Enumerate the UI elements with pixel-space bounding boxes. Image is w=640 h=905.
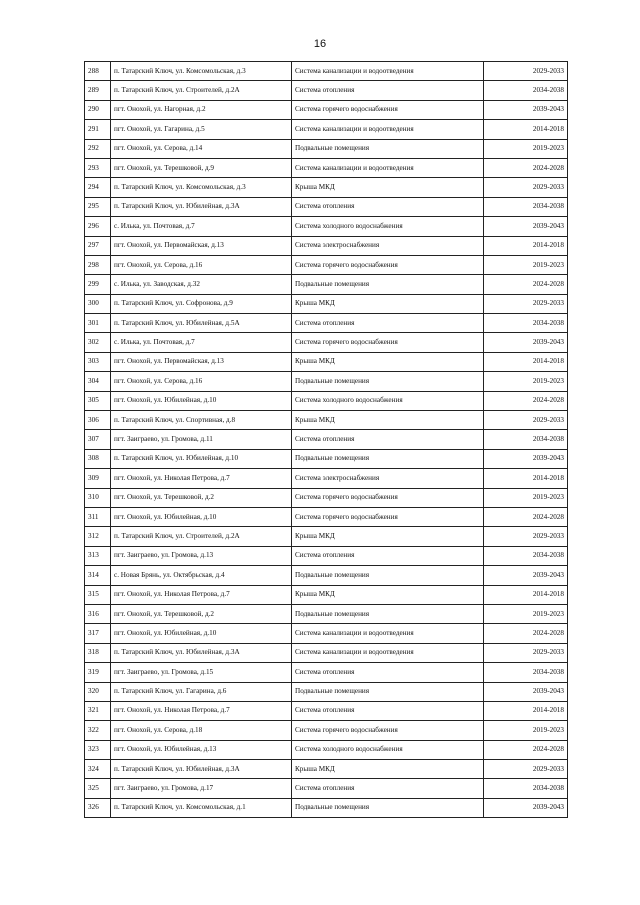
row-number: 297 <box>85 236 111 255</box>
system-cell: Система канализации и водоотведения <box>292 62 484 81</box>
address-cell: п. Татарский Ключ, ул. Комсомольская, д.1 <box>111 798 292 817</box>
row-number: 294 <box>85 178 111 197</box>
system-cell: Система холодного водоснабжения <box>292 217 484 236</box>
address-cell: пгт. Онохой, ул. Терешковой, д.2 <box>111 488 292 507</box>
table-row <box>85 294 568 313</box>
table-row <box>85 546 568 565</box>
period-cell: 2039-2043 <box>484 682 568 701</box>
address-cell: пгт. Заиграево, ул. Громова, д.17 <box>111 779 292 798</box>
table-row <box>85 314 568 333</box>
period-cell: 2034-2038 <box>484 430 568 449</box>
address-cell: с. Илька, ул. Заводская, д.32 <box>111 275 292 294</box>
period-cell: 2019-2023 <box>484 604 568 623</box>
period-cell: 2019-2023 <box>484 139 568 158</box>
address-cell: пгт. Онохой, ул. Серова, д.18 <box>111 721 292 740</box>
address-cell: пгт. Онохой, ул. Николая Петрова, д.7 <box>111 701 292 720</box>
system-cell: Система горячего водоснабжения <box>292 255 484 274</box>
table-row <box>85 352 568 371</box>
row-number: 314 <box>85 566 111 585</box>
system-cell: Система отопления <box>292 546 484 565</box>
address-cell: пгт. Заиграево, ул. Громова, д.13 <box>111 546 292 565</box>
row-number: 311 <box>85 507 111 526</box>
period-cell: 2014-2018 <box>484 352 568 371</box>
system-cell: Система горячего водоснабжения <box>292 721 484 740</box>
row-number: 289 <box>85 81 111 100</box>
address-cell: пгт. Онохой, ул. Гагарина, д.5 <box>111 120 292 139</box>
period-cell: 2024-2028 <box>484 158 568 177</box>
address-cell: пгт. Онохой, ул. Терешковой, д.9 <box>111 158 292 177</box>
table-row <box>85 624 568 643</box>
row-number: 293 <box>85 158 111 177</box>
system-cell: Подвальные помещения <box>292 798 484 817</box>
row-number: 326 <box>85 798 111 817</box>
row-number: 323 <box>85 740 111 759</box>
table-row <box>85 604 568 623</box>
system-cell: Крыша МКД <box>292 352 484 371</box>
system-cell: Система электроснабжения <box>292 469 484 488</box>
system-cell: Крыша МКД <box>292 294 484 313</box>
table-row <box>85 507 568 526</box>
period-cell: 2019-2023 <box>484 721 568 740</box>
row-number: 321 <box>85 701 111 720</box>
table-row <box>85 178 568 197</box>
period-cell: 2014-2018 <box>484 236 568 255</box>
table-row <box>85 411 568 430</box>
address-cell: пгт. Заиграево, ул. Громова, д.11 <box>111 430 292 449</box>
table-row <box>85 469 568 488</box>
system-cell: Система отопления <box>292 701 484 720</box>
period-cell: 2014-2018 <box>484 585 568 604</box>
system-cell: Система отопления <box>292 430 484 449</box>
row-number: 299 <box>85 275 111 294</box>
period-cell: 2039-2043 <box>484 449 568 468</box>
repair-schedule-table <box>84 61 568 818</box>
period-cell: 2014-2018 <box>484 469 568 488</box>
address-cell: пгт. Онохой, ул. Серова, д.14 <box>111 139 292 158</box>
address-cell: пгт. Онохой, ул. Серова, д.16 <box>111 372 292 391</box>
table-row <box>85 663 568 682</box>
period-cell: 2039-2043 <box>484 798 568 817</box>
system-cell: Система холодного водоснабжения <box>292 391 484 410</box>
system-cell: Система электроснабжения <box>292 236 484 255</box>
system-cell: Подвальные помещения <box>292 372 484 391</box>
period-cell: 2014-2018 <box>484 701 568 720</box>
system-cell: Система отопления <box>292 663 484 682</box>
row-number: 308 <box>85 449 111 468</box>
address-cell: с. Илька, ул. Почтовая, д.7 <box>111 333 292 352</box>
address-cell: п. Татарский Ключ, ул. Строителей, д.2А <box>111 81 292 100</box>
system-cell: Система горячего водоснабжения <box>292 507 484 526</box>
system-cell: Крыша МКД <box>292 527 484 546</box>
period-cell: 2034-2038 <box>484 546 568 565</box>
table-row <box>85 566 568 585</box>
address-cell: п. Татарский Ключ, ул. Софронова, д.9 <box>111 294 292 313</box>
period-cell: 2029-2033 <box>484 62 568 81</box>
row-number: 305 <box>85 391 111 410</box>
address-cell: пгт. Онохой, ул. Николая Петрова, д.7 <box>111 469 292 488</box>
row-number: 300 <box>85 294 111 313</box>
system-cell: Подвальные помещения <box>292 275 484 294</box>
system-cell: Подвальные помещения <box>292 566 484 585</box>
system-cell: Система горячего водоснабжения <box>292 100 484 119</box>
system-cell: Система отопления <box>292 779 484 798</box>
period-cell: 2039-2043 <box>484 100 568 119</box>
address-cell: п. Татарский Ключ, ул. Юбилейная, д.3А <box>111 643 292 662</box>
table-row <box>85 391 568 410</box>
address-cell: п. Татарский Ключ, ул. Гагарина, д.6 <box>111 682 292 701</box>
table-row <box>85 527 568 546</box>
period-cell: 2034-2038 <box>484 314 568 333</box>
period-cell: 2039-2043 <box>484 333 568 352</box>
address-cell: п. Татарский Ключ, ул. Юбилейная, д.3А <box>111 197 292 216</box>
system-cell: Крыша МКД <box>292 178 484 197</box>
row-number: 310 <box>85 488 111 507</box>
period-cell: 2034-2038 <box>484 663 568 682</box>
address-cell: пгт. Онохой, ул. Юбилейная, д.10 <box>111 624 292 643</box>
table-row <box>85 372 568 391</box>
address-cell: п. Татарский Ключ, ул. Комсомольская, д.3 <box>111 62 292 81</box>
table-row <box>85 701 568 720</box>
row-number: 324 <box>85 760 111 779</box>
row-number: 295 <box>85 197 111 216</box>
table-row <box>85 120 568 139</box>
table-row <box>85 333 568 352</box>
row-number: 315 <box>85 585 111 604</box>
system-cell: Система канализации и водоотведения <box>292 624 484 643</box>
system-cell: Система отопления <box>292 314 484 333</box>
table-row <box>85 158 568 177</box>
row-number: 290 <box>85 100 111 119</box>
table-body <box>85 62 568 818</box>
table-row <box>85 275 568 294</box>
period-cell: 2019-2023 <box>484 255 568 274</box>
table-row <box>85 217 568 236</box>
system-cell: Подвальные помещения <box>292 449 484 468</box>
address-cell: пгт. Онохой, ул. Первомайская, д.13 <box>111 352 292 371</box>
row-number: 318 <box>85 643 111 662</box>
row-number: 292 <box>85 139 111 158</box>
period-cell: 2024-2028 <box>484 275 568 294</box>
row-number: 296 <box>85 217 111 236</box>
system-cell: Крыша МКД <box>292 760 484 779</box>
table-row <box>85 779 568 798</box>
system-cell: Система канализации и водоотведения <box>292 158 484 177</box>
table-row <box>85 740 568 759</box>
period-cell: 2034-2038 <box>484 81 568 100</box>
system-cell: Подвальные помещения <box>292 604 484 623</box>
row-number: 317 <box>85 624 111 643</box>
address-cell: пгт. Онохой, ул. Нагорная, д.2 <box>111 100 292 119</box>
row-number: 298 <box>85 255 111 274</box>
address-cell: пгт. Онохой, ул. Юбилейная, д.13 <box>111 740 292 759</box>
row-number: 306 <box>85 411 111 430</box>
system-cell: Подвальные помещения <box>292 682 484 701</box>
period-cell: 2024-2028 <box>484 391 568 410</box>
table-row <box>85 62 568 81</box>
address-cell: пгт. Онохой, ул. Серова, д.16 <box>111 255 292 274</box>
row-number: 303 <box>85 352 111 371</box>
row-number: 322 <box>85 721 111 740</box>
address-cell: с. Илька, ул. Почтовая, д.7 <box>111 217 292 236</box>
address-cell: пгт. Онохой, ул. Терешковой, д.2 <box>111 604 292 623</box>
address-cell: п. Татарский Ключ, ул. Юбилейная, д.3А <box>111 760 292 779</box>
address-cell: с. Новая Брянь, ул. Октябрьская, д.4 <box>111 566 292 585</box>
period-cell: 2024-2028 <box>484 507 568 526</box>
row-number: 316 <box>85 604 111 623</box>
period-cell: 2024-2028 <box>484 740 568 759</box>
system-cell: Система отопления <box>292 197 484 216</box>
period-cell: 2034-2038 <box>484 197 568 216</box>
period-cell: 2019-2023 <box>484 488 568 507</box>
table-row <box>85 760 568 779</box>
period-cell: 2019-2023 <box>484 372 568 391</box>
row-number: 302 <box>85 333 111 352</box>
system-cell: Система горячего водоснабжения <box>292 488 484 507</box>
system-cell: Система холодного водоснабжения <box>292 740 484 759</box>
table-row <box>85 81 568 100</box>
period-cell: 2029-2033 <box>484 294 568 313</box>
row-number: 312 <box>85 527 111 546</box>
system-cell: Крыша МКД <box>292 585 484 604</box>
table-row <box>85 798 568 817</box>
table-row <box>85 197 568 216</box>
period-cell: 2029-2033 <box>484 527 568 546</box>
address-cell: п. Татарский Ключ, ул. Комсомольская, д.3 <box>111 178 292 197</box>
table-row <box>85 255 568 274</box>
system-cell: Система канализации и водоотведения <box>292 643 484 662</box>
system-cell: Система отопления <box>292 81 484 100</box>
system-cell: Подвальные помещения <box>292 139 484 158</box>
address-cell: пгт. Онохой, ул. Юбилейная, д.10 <box>111 391 292 410</box>
period-cell: 2034-2038 <box>484 779 568 798</box>
table-row <box>85 236 568 255</box>
row-number: 319 <box>85 663 111 682</box>
address-cell: пгт. Заиграево, ул. Громова, д.15 <box>111 663 292 682</box>
row-number: 325 <box>85 779 111 798</box>
address-cell: пгт. Онохой, ул. Николая Петрова, д.7 <box>111 585 292 604</box>
period-cell: 2029-2033 <box>484 643 568 662</box>
table-row <box>85 100 568 119</box>
period-cell: 2039-2043 <box>484 217 568 236</box>
period-cell: 2029-2033 <box>484 411 568 430</box>
address-cell: пгт. Онохой, ул. Юбилейная, д.10 <box>111 507 292 526</box>
address-cell: п. Татарский Ключ, ул. Юбилейная, д.5А <box>111 314 292 333</box>
table-row <box>85 585 568 604</box>
table-row <box>85 449 568 468</box>
system-cell: Система канализации и водоотведения <box>292 120 484 139</box>
period-cell: 2029-2033 <box>484 178 568 197</box>
row-number: 320 <box>85 682 111 701</box>
table-row <box>85 430 568 449</box>
address-cell: п. Татарский Ключ, ул. Спортивная, д.8 <box>111 411 292 430</box>
address-cell: п. Татарский Ключ, ул. Строителей, д.2А <box>111 527 292 546</box>
address-cell: пгт. Онохой, ул. Первомайская, д.13 <box>111 236 292 255</box>
row-number: 301 <box>85 314 111 333</box>
row-number: 307 <box>85 430 111 449</box>
table-row <box>85 488 568 507</box>
system-cell: Система горячего водоснабжения <box>292 333 484 352</box>
row-number: 291 <box>85 120 111 139</box>
address-cell: п. Татарский Ключ, ул. Юбилейная, д.10 <box>111 449 292 468</box>
system-cell: Крыша МКД <box>292 411 484 430</box>
table-row <box>85 682 568 701</box>
table-row <box>85 139 568 158</box>
row-number: 288 <box>85 62 111 81</box>
row-number: 313 <box>85 546 111 565</box>
table-row <box>85 721 568 740</box>
period-cell: 2039-2043 <box>484 566 568 585</box>
table-row <box>85 643 568 662</box>
period-cell: 2014-2018 <box>484 120 568 139</box>
page-number: 16 <box>313 38 327 50</box>
period-cell: 2024-2028 <box>484 624 568 643</box>
row-number: 309 <box>85 469 111 488</box>
period-cell: 2029-2033 <box>484 760 568 779</box>
row-number: 304 <box>85 372 111 391</box>
